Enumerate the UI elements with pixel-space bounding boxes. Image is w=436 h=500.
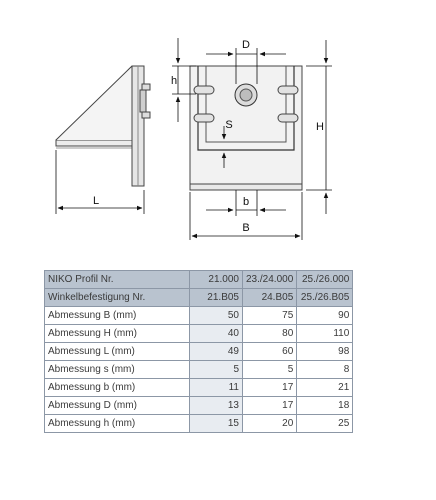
label-l: L: [92, 195, 100, 207]
table-cell: 60: [243, 343, 297, 361]
table-cell: 17: [243, 397, 297, 415]
table-cell: 5: [190, 361, 243, 379]
table-cell: 17: [243, 379, 297, 397]
table-cell: 15: [190, 415, 243, 433]
table-row: [45, 397, 353, 415]
table-cell: 24.B05: [243, 289, 297, 307]
table-cell-label: Abmessung h (mm): [45, 415, 190, 433]
table-cell: 25./26.000: [297, 271, 353, 289]
table-cell: 25: [297, 415, 353, 433]
table-cell: 20: [243, 415, 297, 433]
table-row: [45, 343, 353, 361]
table-cell-label: Abmessung b (mm): [45, 379, 190, 397]
table-row: [45, 307, 353, 325]
label-d: D: [242, 39, 250, 51]
spec-table: [44, 270, 353, 433]
label-b-large: B: [242, 222, 250, 234]
table-cell-label: Abmessung D (mm): [45, 397, 190, 415]
table-cell: 25./26.B05: [297, 289, 353, 307]
table-cell: 18: [297, 397, 353, 415]
table-row: [45, 379, 353, 397]
table-cell: 40: [190, 325, 243, 343]
table-row: [45, 289, 353, 307]
table-cell: 98: [297, 343, 353, 361]
table-cell-label: Winkelbefestigung Nr.: [45, 289, 190, 307]
table-cell: 11: [190, 379, 243, 397]
table-cell: 21: [297, 379, 353, 397]
table-cell-label: Abmessung s (mm): [45, 361, 190, 379]
front-view: [190, 66, 302, 190]
table-cell: 5: [243, 361, 297, 379]
table-cell-label: Abmessung L (mm): [45, 343, 190, 361]
table-cell: 90: [297, 307, 353, 325]
table-cell: 21.B05: [190, 289, 243, 307]
table-row: [45, 271, 353, 289]
table-cell-label: Abmessung H (mm): [45, 325, 190, 343]
table-row: [45, 325, 353, 343]
table-cell-label: NIKO Profil Nr.: [45, 271, 190, 289]
table-cell: 75: [243, 307, 297, 325]
table-cell: 80: [243, 325, 297, 343]
table-cell: 21.000: [190, 271, 243, 289]
label-b-small: b: [242, 196, 250, 208]
label-s: S: [225, 119, 233, 131]
table-cell-label: Abmessung B (mm): [45, 307, 190, 325]
table-row: [45, 415, 353, 433]
table-cell: 8: [297, 361, 353, 379]
table-cell: 49: [190, 343, 243, 361]
label-h-small: h: [170, 75, 178, 87]
table-cell: 23./24.000: [243, 271, 297, 289]
label-h-large: H: [316, 121, 324, 133]
table-cell: 13: [190, 397, 243, 415]
table-cell: 110: [297, 325, 353, 343]
table-cell: 50: [190, 307, 243, 325]
dimension-l: [56, 150, 144, 214]
side-view: [56, 66, 150, 186]
table-row: [45, 361, 353, 379]
